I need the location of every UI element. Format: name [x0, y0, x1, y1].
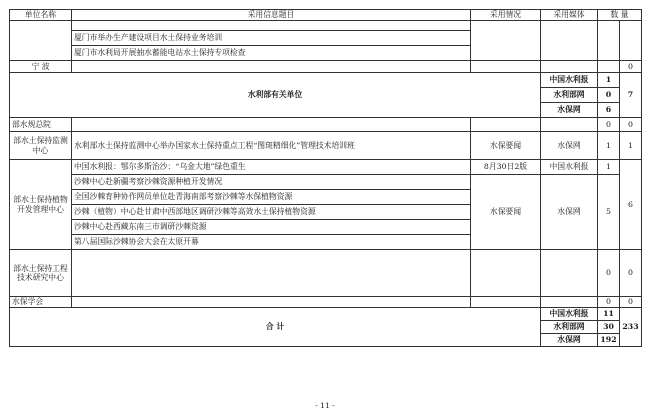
xiamen-media-cell	[541, 21, 598, 61]
summary-media-1: 中国水利报	[541, 308, 598, 321]
plant-total: 6	[620, 160, 642, 250]
header-title: 采用信息题目	[72, 10, 471, 21]
plant-first-media: 中国水利报	[541, 160, 598, 175]
monitoring-total: 1	[620, 132, 642, 160]
header-media: 采用媒体	[541, 10, 598, 21]
table-row	[10, 308, 642, 321]
xiamen-unit-cell	[10, 21, 72, 61]
xiamen-spacer	[72, 21, 471, 31]
ministry-media-1: 中国水利报	[541, 73, 598, 88]
summary-label: 合 计	[10, 308, 541, 347]
plant-media: 水保网	[541, 175, 598, 250]
summary-count-2: 30	[598, 321, 620, 334]
regulation-total: 0	[620, 118, 642, 132]
ningbo-count	[598, 61, 620, 73]
plant-title-2: 全国沙棘育种协作网员单位赴青海南部考察沙棘等水保植物资源	[72, 190, 471, 205]
ministry-media-3: 水保网	[541, 103, 598, 118]
table-row	[10, 118, 642, 132]
table-row	[10, 297, 642, 308]
summary-count-1: 11	[598, 308, 620, 321]
table-row	[10, 250, 642, 297]
plant-title-5: 第八届国际沙棘协会大会在太原开幕	[72, 235, 471, 250]
plant-unit: 部水土保持植物开发管理中心	[10, 160, 72, 250]
table-row	[10, 132, 642, 160]
table-row	[10, 160, 642, 175]
plant-status: 水保要闻	[471, 175, 541, 250]
society-status	[471, 297, 541, 308]
plant-first-title: 中国水利报：鄂尔多斯治沙：“乌金大地”绿色重生	[72, 160, 471, 175]
summary-media-2: 水利部网	[541, 321, 598, 334]
header-row	[10, 10, 642, 21]
xiamen-title-1: 厦门市举办生产建设项目水土保持业务培训	[72, 31, 471, 46]
monitoring-unit: 部水土保持监测中心	[10, 132, 72, 160]
plant-first-status: 8月30日2版	[471, 160, 541, 175]
ministry-label: 水利部有关单位	[10, 73, 541, 118]
plant-first-count: 1	[598, 160, 620, 175]
table-row	[10, 61, 642, 73]
regulation-status	[471, 118, 541, 132]
header-count: 数 量	[598, 10, 642, 21]
monitoring-title: 水利部水土保持监测中心举办国家水土保持重点工程“图斑精细化”管理技术培训班	[72, 132, 471, 160]
report-table	[9, 9, 642, 347]
research-count: 0	[598, 250, 620, 297]
summary-count-3: 192	[598, 334, 620, 347]
regulation-unit: 部水规总院	[10, 118, 72, 132]
ministry-count-3: 6	[598, 103, 620, 118]
society-total: 0	[620, 297, 642, 308]
page-number: - 11 -	[315, 401, 335, 410]
summary-total: 233	[620, 308, 642, 347]
header-status: 采用情况	[471, 10, 541, 21]
plant-title-1: 沙棘中心赴新疆考察沙棘资源种植开发情况	[72, 175, 471, 190]
table-row	[10, 73, 642, 88]
ministry-media-2: 水利部网	[541, 88, 598, 103]
research-unit: 部水土保持工程技术研究中心	[10, 250, 72, 297]
ministry-total: 7	[620, 73, 642, 118]
ministry-count-1: 1	[598, 73, 620, 88]
society-title	[72, 297, 471, 308]
plant-title-3: 沙棘（植物）中心赴甘肃中西部地区调研沙棘等高效水土保持植物资源	[72, 205, 471, 220]
xiamen-status-cell	[471, 21, 541, 61]
research-media	[541, 250, 598, 297]
ningbo-title	[72, 61, 471, 73]
society-media	[541, 297, 598, 308]
table-row	[10, 21, 642, 31]
ningbo-status	[471, 61, 541, 73]
summary-media-3: 水保网	[541, 334, 598, 347]
regulation-count: 0	[598, 118, 620, 132]
society-unit: 水保学会	[10, 297, 72, 308]
regulation-media	[541, 118, 598, 132]
plant-title-4: 沙棘中心赴西藏东南三市调研沙棘资源	[72, 220, 471, 235]
ningbo-media	[541, 61, 598, 73]
regulation-title	[72, 118, 471, 132]
header-unit: 单位名称	[10, 10, 72, 21]
research-status	[471, 250, 541, 297]
xiamen-title-2: 厦门市水利局开展抽水蓄能电站水土保持专项检查	[72, 46, 471, 61]
society-count: 0	[598, 297, 620, 308]
xiamen-total-cell	[620, 21, 642, 61]
monitoring-media: 水保网	[541, 132, 598, 160]
monitoring-count: 1	[598, 132, 620, 160]
ningbo-total: 0	[620, 61, 642, 73]
monitoring-status: 水保要闻	[471, 132, 541, 160]
xiamen-count-cell	[598, 21, 620, 61]
ministry-count-2: 0	[598, 88, 620, 103]
research-title	[72, 250, 471, 297]
plant-count: 5	[598, 175, 620, 250]
ningbo-unit: 宁 波	[10, 61, 72, 73]
table-row	[10, 175, 642, 190]
research-total: 0	[620, 250, 642, 297]
